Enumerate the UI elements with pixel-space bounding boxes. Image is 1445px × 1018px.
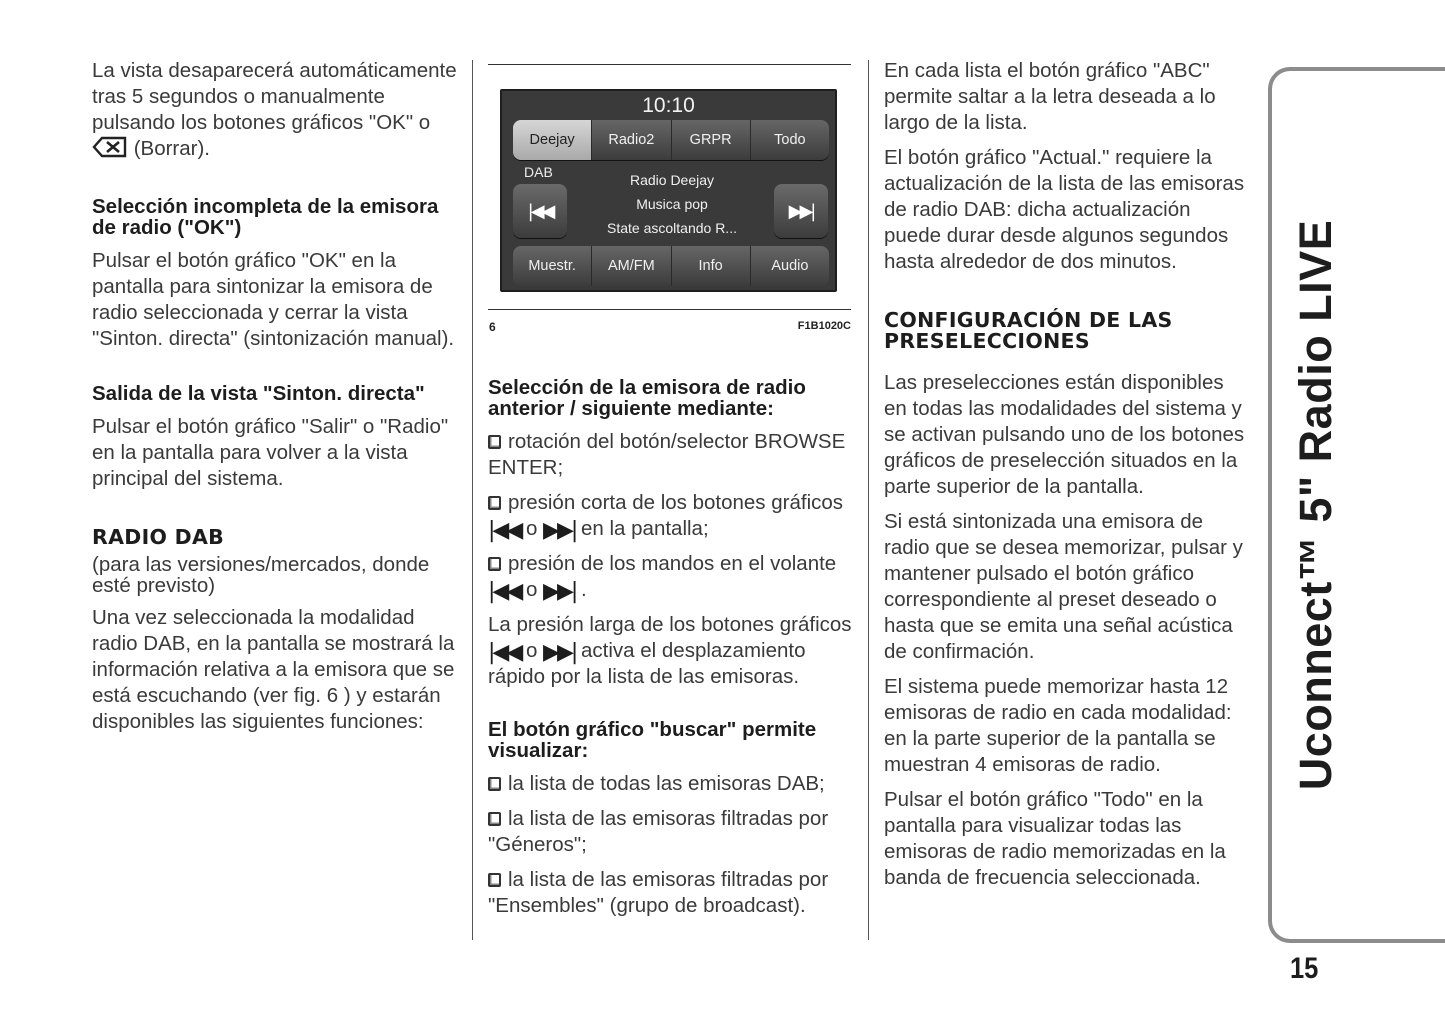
checkbox-bullet-icon bbox=[488, 777, 501, 791]
radio-screen-figure bbox=[500, 89, 837, 292]
figure-code: F1B1020C bbox=[797, 320, 851, 332]
paragraph-todo: Pulsar el botón gráfico "Todo" en la pantalla para visualizar todas las emisoras de radio memorizadas en la banda de frecuencia seleccionada. bbox=[884, 788, 1226, 889]
station-name: Radio Deejay bbox=[629, 172, 715, 188]
am-fm-button[interactable]: AM/FM bbox=[592, 246, 671, 286]
paragraph-vista: La vista desaparecerá automáticamente tras 5 segundos o manualmente pulsando los botones gráficos "OK" o (Borrar). bbox=[92, 58, 460, 165]
previous-icon: |◀◀ bbox=[488, 579, 521, 604]
section-title: Uconnect™ 5" Radio LIVE bbox=[1290, 219, 1341, 791]
bullet-presion-corta: presión corta de los botones gráficos |◀◀ o ▶▶| en la pantalla; bbox=[488, 491, 844, 543]
preset-tabs bbox=[513, 120, 829, 160]
previous-icon: |◀◀ bbox=[488, 640, 521, 665]
bullet-ensembles: la lista de las emisoras filtradas por "Ensembles" (grupo de broadcast). bbox=[488, 868, 829, 917]
paragraph-versiones: (para las versiones/mercados, donde esté previsto) bbox=[92, 553, 430, 597]
column-left bbox=[92, 58, 460, 744]
paragraph-modalidad-dab: Una vez seleccionada la modalidad radio DAB, en la pantalla se mostrará la información relativa a la emisora que se está escuchando (ver fig. 6 ) y estarán disponibles las siguientes funciones: bbox=[92, 606, 455, 733]
preset-tab-radio2[interactable]: Radio2 bbox=[592, 120, 671, 160]
paragraph-abc: En cada lista el botón gráfico "ABC" permite saltar a la letra deseada a lo largo de la lista. bbox=[884, 59, 1216, 134]
checkbox-bullet-icon bbox=[488, 435, 501, 449]
browse-button[interactable]: Muestr. bbox=[513, 246, 592, 286]
figure-bottom-rule bbox=[488, 309, 851, 310]
station-genre: Musica pop bbox=[636, 196, 708, 212]
checkbox-bullet-icon bbox=[488, 496, 501, 510]
heading-radio-dab: RADIO DAB bbox=[92, 525, 225, 549]
next-icon: ▶▶| bbox=[543, 579, 576, 604]
bottom-menu bbox=[513, 246, 829, 286]
paragraph-salir: Pulsar el botón gráfico "Salir" o "Radio" en la pantalla para volver a la vista principal del sistema. bbox=[92, 415, 449, 490]
previous-icon: |◀◀ bbox=[488, 518, 521, 543]
page-number: 15 bbox=[1290, 952, 1319, 985]
paragraph-actual: El botón gráfico "Actual." requiere la actualización de la lista de las emisoras de radio DAB: dicha actualización puede durar desde algunos segundos hasta alrededor de dos minutos. bbox=[884, 146, 1245, 273]
paragraph-presion-larga: La presión larga de los botones gráficos |◀◀ o ▶▶| activa el desplazamiento rápido por la lista de las emisoras. bbox=[488, 613, 852, 688]
heading-boton-buscar: El botón gráfico "buscar" permite visualizar: bbox=[488, 718, 817, 762]
paragraph-12-emisoras: El sistema puede memorizar hasta 12 emisoras de radio en cada modalidad: en la parte superior de la pantalla se muestran 4 emisoras de radio. bbox=[884, 675, 1232, 776]
bullet-mandos-volante: presión de los mandos en el volante |◀◀ o ▶▶| . bbox=[488, 552, 837, 604]
column-divider-right bbox=[868, 60, 869, 940]
figure-top-rule bbox=[488, 64, 851, 65]
next-icon: ▶▶| bbox=[543, 518, 576, 543]
paragraph-ok: Pulsar el botón gráfico "OK" en la pantalla para sintonizar la emisora de radio seleccionada y cerrar la vista "Sinton. directa" (sintonización manual). bbox=[92, 249, 455, 350]
next-icon: ▶▶| bbox=[543, 640, 576, 665]
next-station-icon[interactable]: ▶▶| bbox=[774, 184, 828, 238]
checkbox-bullet-icon bbox=[488, 812, 501, 826]
column-divider-left bbox=[472, 60, 473, 940]
info-button[interactable]: Info bbox=[672, 246, 751, 286]
checkbox-bullet-icon bbox=[488, 873, 501, 887]
bullet-todas-dab: la lista de todas las emisoras DAB; bbox=[488, 771, 854, 797]
preset-tab-deejay[interactable]: Deejay bbox=[513, 120, 592, 160]
bullet-rotacion: rotación del botón/selector BROWSE ENTER; bbox=[488, 430, 846, 479]
figure-number: 6 bbox=[489, 320, 496, 334]
clock-time: 10:10 bbox=[642, 94, 695, 117]
previous-station-icon[interactable]: |◀◀ bbox=[513, 184, 567, 238]
band-label: DAB bbox=[524, 164, 553, 180]
column-right bbox=[884, 58, 1249, 900]
heading-seleccion-incompleta: Selección incompleta de la emisora de radio ("OK") bbox=[92, 195, 439, 239]
station-text: State ascoltando R... bbox=[607, 220, 737, 236]
preset-tab-todo[interactable]: Todo bbox=[774, 132, 806, 148]
erase-icon bbox=[92, 136, 128, 165]
paragraph-preselecciones: Las preselecciones están disponibles en todas las modalidades del sistema y se activan pulsando uno de los botones gráficos de preselección situados en la parte superior de la pantalla. bbox=[884, 371, 1245, 498]
preset-tab-grpr[interactable]: GRPR bbox=[672, 120, 751, 160]
audio-button[interactable]: Audio bbox=[771, 258, 809, 274]
column-middle bbox=[488, 377, 854, 928]
heading-seleccion-emisora: Selección de la emisora de radio anterior / siguiente mediante: bbox=[488, 376, 806, 420]
heading-salida-vista: Salida de la vista "Sinton. directa" bbox=[92, 382, 425, 405]
checkbox-bullet-icon bbox=[488, 557, 501, 571]
heading-configuracion: CONFIGURACIÓN DE LAS PRESELECCIONES bbox=[884, 308, 1173, 353]
bullet-generos: la lista de las emisoras filtradas por "Géneros"; bbox=[488, 807, 829, 856]
paragraph-memorizar: Si está sintonizada una emisora de radio que se desea memorizar, pulsar y mantener pulsado el botón gráfico correspondiente al preset deseado o hasta que se emita una señal acústica de confirmación. bbox=[884, 510, 1243, 663]
